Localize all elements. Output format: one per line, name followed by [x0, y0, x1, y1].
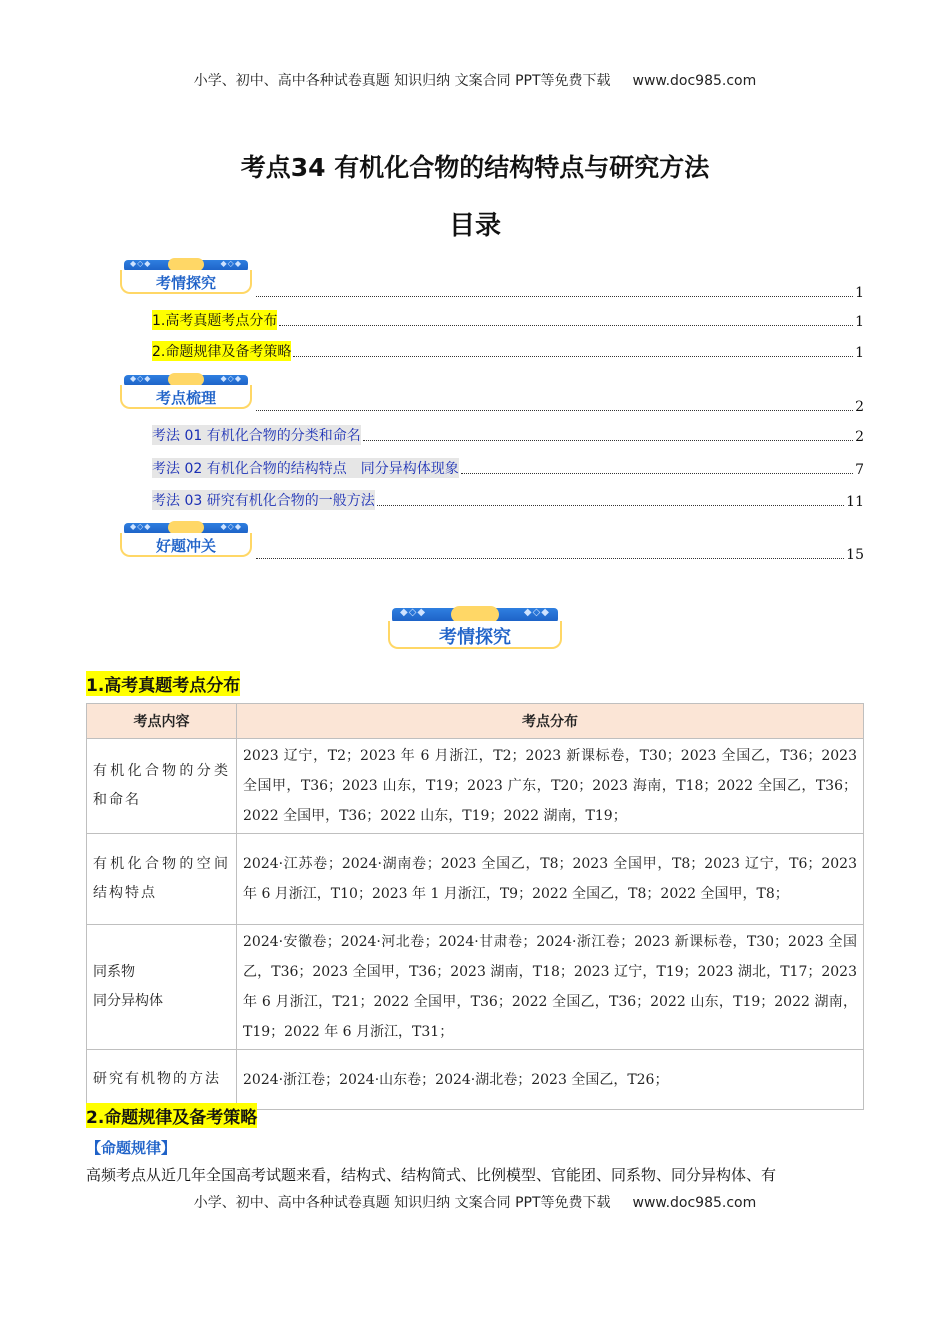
table-cell-topic: 有机化合物的空间结构特点	[87, 834, 237, 925]
table-row	[87, 1050, 864, 1110]
page-footer	[0, 1192, 950, 1212]
table-row	[87, 834, 864, 925]
toc-page: 15	[846, 547, 864, 563]
table-cell-topic: 研究有机物的方法	[87, 1050, 237, 1110]
table-row	[87, 739, 864, 834]
toc-page: 1	[855, 314, 864, 330]
section-heading-2: 2.命题规律及备考策略	[86, 1103, 257, 1128]
badge-label: 考点梳理	[155, 389, 216, 407]
toc-page: 2	[855, 399, 864, 415]
toc-page: 2	[855, 429, 864, 445]
toc-label: 2.命题规律及备考策略	[152, 341, 291, 361]
toc-page: 11	[846, 494, 864, 510]
toc-badge-kaodian: ◆◇◆ ◆◇◆ 考点梳理	[120, 373, 252, 409]
table-cell-dist: 2024·浙江卷；2024·山东卷；2024·湖北卷；2023 全国乙，T26；	[237, 1050, 864, 1110]
toc-badge-haoti: ◆◇◆ ◆◇◆ 好题冲关	[120, 521, 252, 557]
toc-page: 7	[855, 462, 864, 478]
header-site[interactable]: www.doc985.com	[632, 73, 757, 89]
document-title: 考点34 有机化合物的结构特点与研究方法	[240, 153, 710, 182]
page-header	[0, 70, 950, 90]
toc-title: 目录	[448, 211, 501, 241]
table-cell-dist: 2024·安徽卷；2024·河北卷；2024·甘肃卷；2024·浙江卷；2023 新课标卷，T30；2023 全国乙，T36；2023 全国甲，T36；2023 湖南，T18；2023 辽宁，T19；2023 湖北，T17；2023 年 6 月浙江，T21；2022 全国甲，T36；2022 全国乙，T36；2022 山东，T19；2022 湖南，T19；2022 年 6 月浙江，T31；	[237, 925, 864, 1050]
section-badge-kaoqing: ◆◇◆ ◆◇◆ 考情探究	[388, 606, 562, 650]
toc-entry-3[interactable]	[152, 427, 864, 445]
rule-paragraph: 高频考点从近几年全国高考试题来看，结构式、结构简式、比例模型、官能团、同系物、同分异构体、有	[86, 1166, 777, 1184]
table-header: 考点内容	[87, 704, 237, 739]
toc-entry-1[interactable]	[152, 312, 864, 330]
table-cell-dist: 2023 辽宁，T2；2023 年 6 月浙江，T2；2023 新课标卷，T30；2023 全国乙，T36；2023 全国甲，T36；2023 山东，T19；2023 广东，T20；2023 海南，T18；2022 全国乙，T36；2022 全国甲，T36；2022 山东，T19；2022 湖南，T19；	[237, 739, 864, 834]
header-text: 小学、初中、高中各种试卷真题 知识归纳 文案合同 PPT等免费下载	[193, 73, 611, 89]
footer-site[interactable]: www.doc985.com	[632, 1195, 757, 1211]
toc-entry-2[interactable]	[152, 343, 864, 361]
table-cell-topic: 有机化合物的分类和命名	[87, 739, 237, 834]
toc-entry-badge1[interactable]	[254, 283, 864, 301]
table-cell-dist: 2024·江苏卷；2024·湖南卷；2023 全国乙，T8；2023 全国甲，T8；2023 辽宁，T6；2023 年 6 月浙江，T10；2023 年 1 月浙江，T9；2022 全国乙，T8；2022 全国甲，T8；	[237, 834, 864, 925]
footer-text: 小学、初中、高中各种试卷真题 知识归纳 文案合同 PPT等免费下载	[193, 1195, 611, 1211]
toc-badge-kaoqing: ◆◇◆ ◆◇◆ 考情探究	[120, 258, 252, 294]
table-header: 考点分布	[237, 704, 864, 739]
table-header-row	[87, 704, 864, 739]
toc-label: 考法 03 研究有机化合物的一般方法	[152, 490, 375, 510]
toc-label: 考法 01 有机化合物的分类和命名	[152, 425, 361, 445]
badge-label: 考情探究	[439, 627, 511, 648]
table-row	[87, 925, 864, 1050]
table-cell-topic: 同系物 同分异构体	[87, 925, 237, 1050]
toc-page: 1	[855, 345, 864, 361]
toc-entry-4[interactable]	[152, 460, 864, 478]
toc-page: 1	[855, 285, 864, 301]
badge-label: 考情探究	[155, 274, 216, 292]
rule-heading: 【命题规律】	[86, 1139, 177, 1157]
exam-distribution-table	[86, 703, 864, 1110]
badge-label: 好题冲关	[155, 537, 216, 555]
toc-label: 考法 02 有机化合物的结构特点 同分异构体现象	[152, 458, 459, 478]
toc-entry-badge3[interactable]	[254, 545, 864, 563]
toc-entry-5[interactable]	[152, 492, 864, 510]
toc-entry-badge2[interactable]	[254, 397, 864, 415]
toc-label: 1.高考真题考点分布	[152, 310, 277, 330]
section-heading-1: 1.高考真题考点分布	[86, 671, 240, 696]
